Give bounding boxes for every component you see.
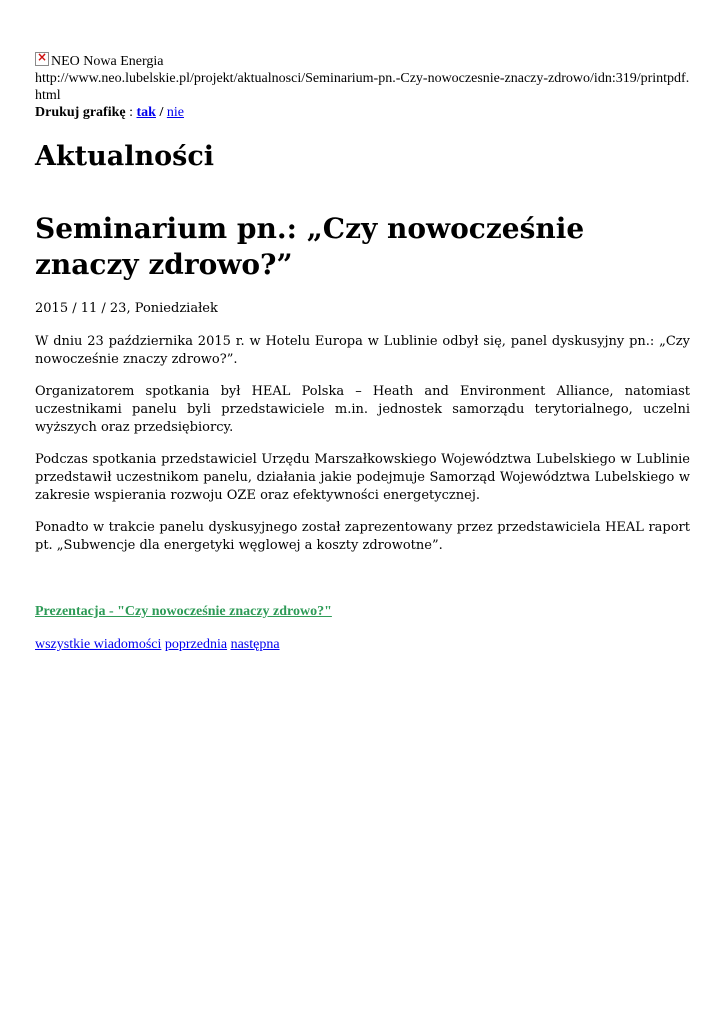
presentation-link[interactable]: Prezentacja - "Czy nowocześnie znaczy zdrowo?" <box>35 604 332 619</box>
article-title: Seminarium pn.: „Czy nowocześnie znaczy zdrowo?” <box>35 212 585 281</box>
article-body <box>35 333 690 569</box>
section-title: Aktualności <box>35 141 215 172</box>
print-header <box>35 52 695 121</box>
next-link[interactable]: następna <box>230 637 280 652</box>
print-separator: : <box>125 105 137 120</box>
article-paragraph: Podczas spotkania przedstawiciel Urzędu Marszałkowskiego Województwa Lubelskiego w Lublinie przedstawił uczestnikom panelu, działania jakie podejmuje Samorząd Województwa Lubelskiego w zakresie wspierania rozwoju OZE oraz efektywności energetycznej. <box>35 452 690 503</box>
article-paragraph: W dniu 23 października 2015 r. w Hotelu Europa w Lublinie odbył się, panel dyskusyjny pn.: „Czy nowocześnie znaczy zdrowo?”. <box>35 334 690 367</box>
print-no-link[interactable]: nie <box>166 105 184 120</box>
print-graphics-row <box>35 104 695 121</box>
print-yes-link[interactable]: tak <box>136 105 156 120</box>
page-url: http://www.neo.lubelskie.pl/projekt/aktualnosci/Seminarium-pn.-Czy-nowoczesnie-znaczy-zdrowo/idn:319/printpdf.html <box>35 71 690 103</box>
site-name-row <box>35 52 695 70</box>
presentation-link-row <box>35 604 332 620</box>
print-graphics-label: Drukuj grafikę <box>35 105 126 120</box>
print-slash: / <box>155 105 167 120</box>
broken-image-icon <box>35 52 49 66</box>
previous-link[interactable]: poprzednia <box>164 637 228 652</box>
all-news-link[interactable]: wszystkie wiadomości <box>35 637 162 652</box>
site-name: NEO Nowa Energia <box>51 54 164 69</box>
news-navigation <box>35 637 280 653</box>
article-date: 2015 / 11 / 23, Poniedziałek <box>35 301 218 316</box>
article-paragraph: Ponadto w trakcie panelu dyskusyjnego został zaprezentowany przez przedstawiciela HEAL raport pt. „Subwencje dla energetyki węglowej a koszty zdrowotne”. <box>35 520 690 553</box>
article-paragraph: Organizatorem spotkania był HEAL Polska – Heath and Environment Alliance, natomiast uczestnikami panelu byli przedstawiciele m.in. jednostek samorządu terytorialnego, uczelni wyższych oraz przedsiębiorcy. <box>35 384 690 435</box>
